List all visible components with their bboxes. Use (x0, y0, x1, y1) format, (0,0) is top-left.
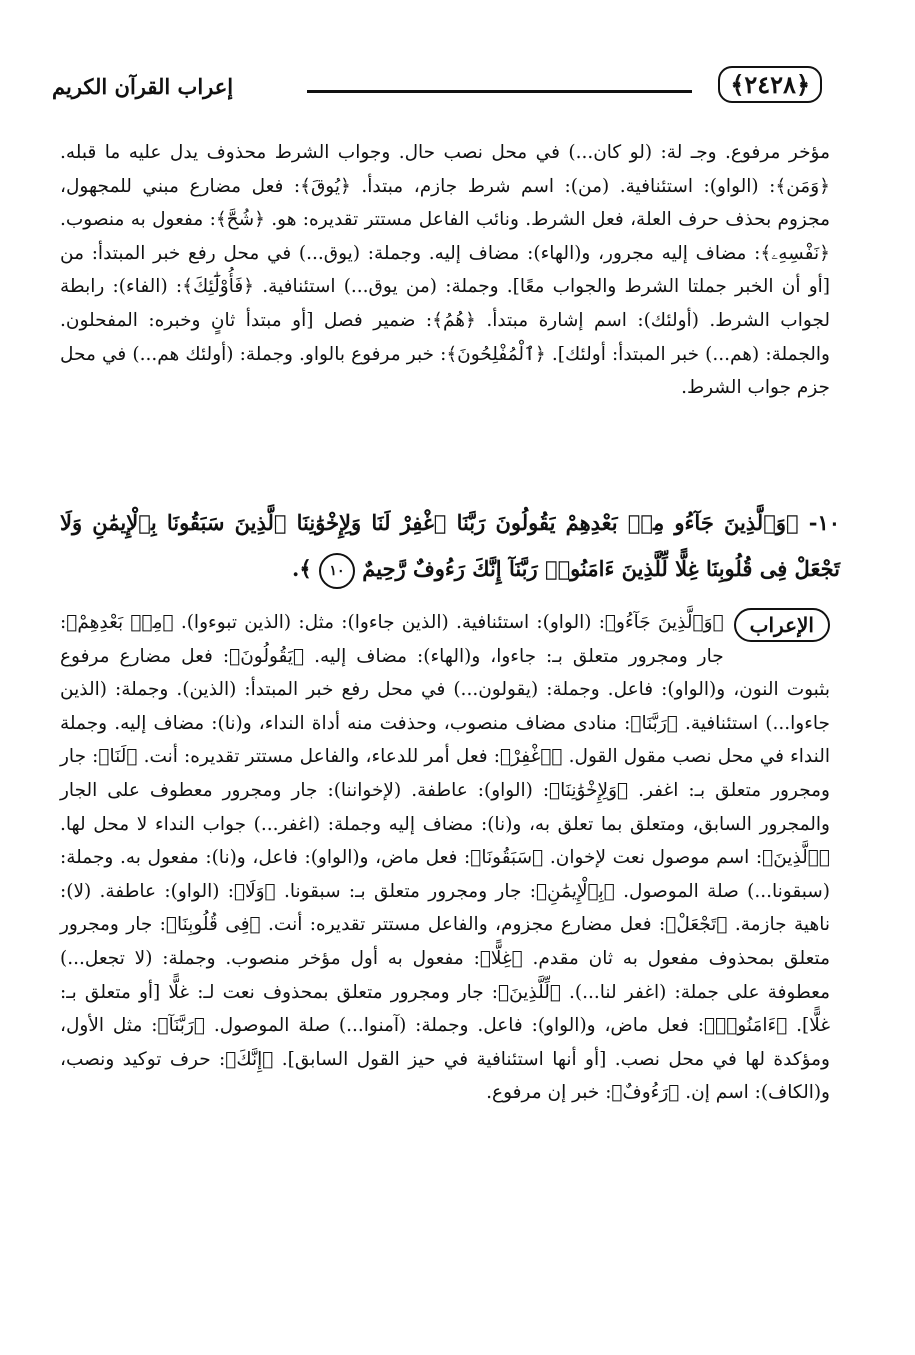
page-number: ﴿٢٤٢٨﴾ (718, 66, 822, 103)
verse-text: ﴿وَٱلَّذِينَ جَآءُو مِنۢ بَعْدِهِمْ يَقُولُونَ رَبَّنَا ٱغْفِرْ لَنَا وَلِإِخْوَٰنِنَا ٱلَّذِينَ سَبَقُونَا بِٱلْإِيمَٰنِ وَلَا تَجْعَلْ فِى قُلُوبِنَا غِلًّا لِّلَّذِينَ ءَامَنُوا۟ رَبَّنَآ إِنَّكَ رَءُوفٌ رَّحِيمٌ (60, 510, 840, 581)
quran-verse (60, 500, 840, 592)
grammar-paragraph-1: مؤخر مرفوع. وجـ لة: (لو كان...) في محل نصب حال. وجواب الشرط محذوف يدل عليه ما قبله. ﴿وَمَن﴾: (الواو): استئنافية. (من): اسم شرط جازم، مبتدأ. ﴿يُوقَ﴾: فعل مضارع مبني للمجهول، مجزوم بحذف حرف العلة، فعل الشرط. ونائب الفاعل مستتر تقديره: هو. ﴿شُحَّ﴾: مفعول به منصوب. ﴿نَفْسِهِۦ﴾: مضاف إليه مجرور، و(الهاء): مضاف إليه. وجملة: (يوق...) في محل رفع خبر المبتدأ: من [أو أن الخبر جملتا الشرط والجواب معًا]. وجملة: (من يوق...) استئنافية. ﴿فَأُوْلَٰٓئِكَ﴾: (الفاء): رابطة لجواب الشرط. (أولئك): اسم إشارة مبتدأ. ﴿هُمُ﴾: ضمير فصل [أو مبتدأ ثانٍ وخبره: المفحلون. والجملة: (هم...) خبر المبتدأ: أولئك]. ﴿ٱلْمُفْلِحُونَ﴾: خبر مرفوع بالواو. وجملة: (أولئك هم...) في محل جزم جواب الشرط. (60, 142, 830, 399)
irab-badge: الإعراب (734, 608, 830, 642)
grammar-paragraph-2 (60, 606, 830, 1110)
header-rule (307, 90, 692, 93)
verse-number: ١٠- (808, 510, 841, 535)
verse-closing: ﴾. (292, 556, 312, 581)
book-title: إعراب القرآن الكريم (52, 74, 234, 99)
page-header (52, 62, 822, 112)
ayah-end-marker: ١٠ (319, 553, 355, 589)
irab-text: ﴿وَٱلَّذِينَ جَآءُو﴾: (الواو): استئنافية. (الذين جاءوا): مثل: (الذين تبوءوا). ﴿مِنۢ بَعْدِهِمْ﴾: جار ومجرور متعلق بـ: جاءوا، و(الهاء): مضاف إليه. ﴿يَقُولُونَ﴾: فعل مضارع مرفوع بثبوت النون، و(الواو): فاعل. وجملة: (يقولون...) في محل رفع خبر المبتدأ: (الذين). وجملة: (الذين جاءوا...) استئنافية. ﴿رَبَّنَا﴾: منادى مضاف منصوب، وحذفت منه أداة النداء، و(نا): مضاف إليه. وجملة النداء في محل نصب مقول القول. ﴿ٱغْفِرْ﴾: فعل أمر للدعاء، والفاعل مستتر تقديره: أنت. ﴿لَنَا﴾: جار ومجرور متعلق بـ: اغفر. ﴿وَلِإِخْوَٰنِنَا﴾: (الواو): عاطفة. (لإخواننا): جار ومجرور معطوف على الجار والمجرور السابق، ومتعلق بما تعلق به، و(نا): مضاف إليه وجملة: (اغفر...) جواب النداء لا محل لها. ﴿ٱلَّذِينَ﴾: اسم موصول نعت لإخوان. ﴿سَبَقُونَا﴾: فعل ماض، و(الواو): فاعل، و(نا): مفعول به. وجملة: (سبقونا...) صلة الموصول. ﴿بِٱلْإِيمَٰنِ﴾: جار ومجرور متعلق بـ: سبقونا. ﴿وَلَا﴾: (الواو): عاطفة. (لا): ناهية جازمة. ﴿تَجْعَلْ﴾: فعل مضارع مجزوم، والفاعل مستتر تقديره: أنت. ﴿فِى قُلُوبِنَا﴾: جار ومجرور متعلق بمحذوف مفعول به ثان مقدم. ﴿غِلًّا﴾: مفعول به أول مؤخر منصوب. وجملة: (لا تجعل...) معطوفة على جملة: (اغفر لنا...). ﴿لِّلَّذِينَ﴾: جار ومجرور متعلق بمحذوف نعت لـ: غلًّا [أو متعلق بـ: غلًّا]. ﴿ءَامَنُوا۟﴾: فعل ماض، و(الواو): فاعل. وجملة: (آمنوا...) صلة الموصول. ﴿رَبَّنَآ﴾: مثل الأول، ومؤكدة لها في محل نصب. [أو أنها استئنافية في حيز القول السابق]. ﴿إِنَّكَ﴾: حرف توكيد ونصب، و(الكاف): اسم إن. ﴿رَءُوفٌ﴾: خبر إن مرفوع. (60, 612, 830, 1104)
